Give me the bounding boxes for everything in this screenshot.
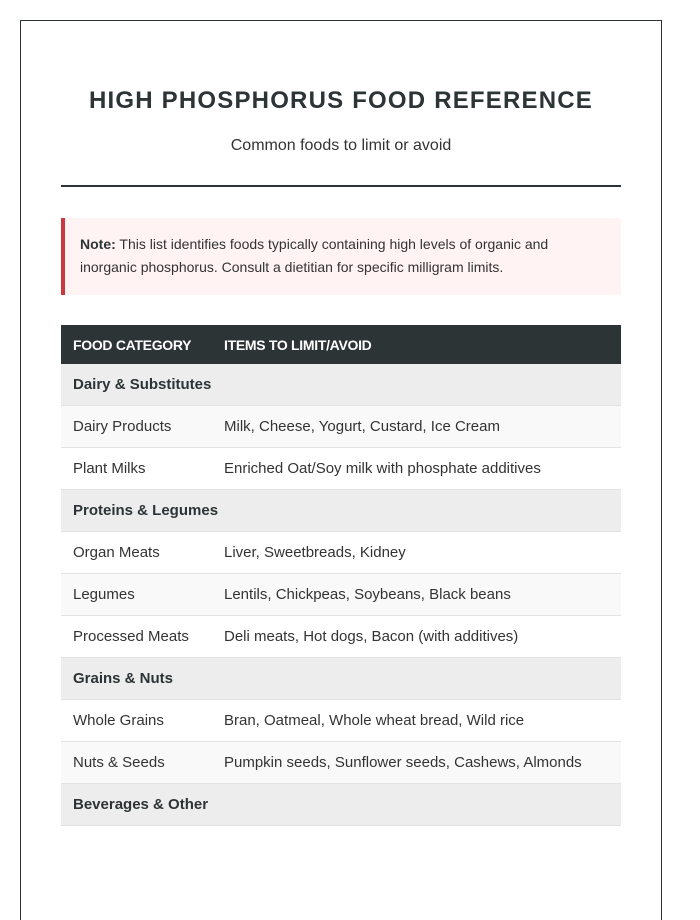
- page-title: HIGH PHOSPHORUS FOOD REFERENCE: [88, 87, 594, 114]
- category-cell: Processed Meats: [61, 616, 212, 658]
- category-cell: Dairy Products: [61, 406, 212, 448]
- column-header-category: FOOD CATEGORY: [61, 325, 212, 364]
- title-divider: [61, 185, 621, 187]
- column-header-items: ITEMS TO LIMIT/AVOID: [212, 325, 621, 364]
- items-cell: Deli meats, Hot dogs, Bacon (with additives): [212, 616, 621, 658]
- category-cell: Legumes: [61, 574, 212, 616]
- table-header-row: [61, 325, 621, 364]
- category-cell: Plant Milks: [61, 448, 212, 490]
- table-row: [61, 616, 621, 658]
- items-cell: Pumpkin seeds, Sunflower seeds, Cashews, Almonds: [212, 742, 621, 784]
- items-cell: Bran, Oatmeal, Whole wheat bread, Wild rice: [212, 700, 621, 742]
- note-label: Note:: [80, 236, 116, 252]
- group-row-beverages: [61, 784, 621, 826]
- table-row: [61, 742, 621, 784]
- group-label: Beverages & Other: [61, 784, 621, 826]
- items-cell: Liver, Sweetbreads, Kidney: [212, 532, 621, 574]
- group-row-dairy: [61, 364, 621, 406]
- group-label: Dairy & Substitutes: [61, 364, 621, 406]
- document-viewport[interactable]: [20, 20, 662, 813]
- group-label: Grains & Nuts: [61, 658, 621, 700]
- table-row: [61, 532, 621, 574]
- group-row-grains: [61, 658, 621, 700]
- items-cell: Milk, Cheese, Yogurt, Custard, Ice Cream: [212, 406, 621, 448]
- table-row: [61, 406, 621, 448]
- group-label: Proteins & Legumes: [61, 490, 621, 532]
- document-page: [20, 20, 662, 920]
- category-cell: Organ Meats: [61, 532, 212, 574]
- items-cell: Enriched Oat/Soy milk with phosphate additives: [212, 448, 621, 490]
- table-row: [61, 700, 621, 742]
- category-cell: Whole Grains: [61, 700, 212, 742]
- category-cell: Nuts & Seeds: [61, 742, 212, 784]
- food-reference-table: [61, 325, 621, 826]
- group-row-proteins: [61, 490, 621, 532]
- page-subtitle: Common foods to limit or avoid: [230, 137, 452, 154]
- note-callout: [61, 218, 621, 295]
- table-row: [61, 574, 621, 616]
- items-cell: Lentils, Chickpeas, Soybeans, Black beans: [212, 574, 621, 616]
- note-text: This list identifies foods typically containing high levels of organic and inorganic phosphorus. Consult a dietitian for specific milligram limits.: [80, 236, 549, 275]
- table-row: [61, 448, 621, 490]
